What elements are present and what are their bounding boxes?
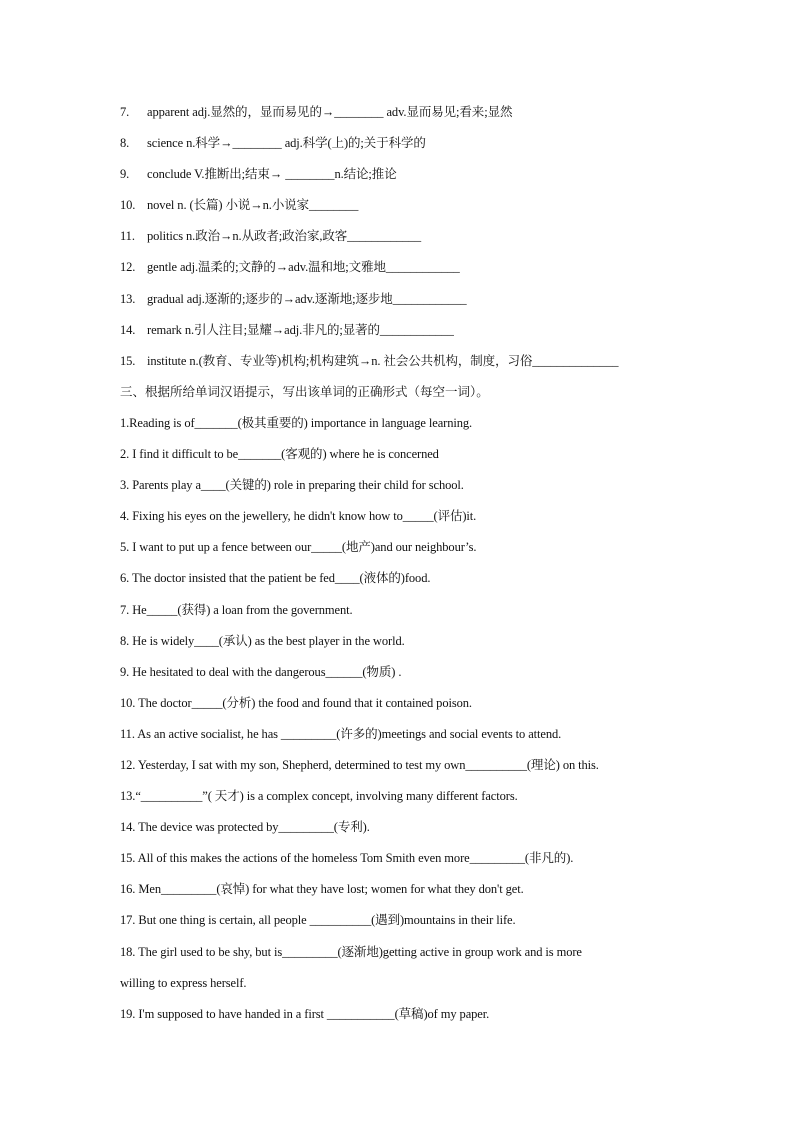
item-number: 15. [120, 353, 136, 368]
item-number: 9. [120, 167, 130, 182]
vocab-item [120, 350, 680, 381]
item-number: 10. [120, 198, 136, 213]
sentence-continuation: willing to express herself. [120, 975, 247, 990]
worksheet-content [120, 101, 680, 1034]
item-number: 8. [120, 136, 130, 151]
sentence-line: 6. The doctor insisted that the patient be fed____(液体的)food. [120, 571, 431, 586]
vocab-item [120, 163, 680, 194]
sentence-line: 19. I'm supposed to have handed in a first ___________(草稿)of my paper. [120, 1006, 490, 1021]
item-number: 11. [120, 229, 135, 244]
sentence-line: 8. He is widely____(承认) as the best player in the world. [120, 633, 405, 648]
sentence-line: 18. The girl used to be shy, but is_________(逐渐地)getting active in group work and is more [120, 944, 582, 959]
vocab-item [120, 101, 680, 132]
item-text: conclude V.推断出;结束→ ________n.结论;推论 [147, 167, 397, 182]
item-text: apparent adj.显然的，显而易见的→________ adv.显而易见;看来;显然 [147, 105, 513, 119]
sentence-line: 4. Fixing his eyes on the jewellery, he didn't know how to_____(评估)it. [120, 509, 477, 524]
vocab-item [120, 288, 680, 319]
vocab-item [120, 319, 680, 350]
item-text: science n.科学→________ adj.科学(上)的;关于科学的 [147, 136, 426, 151]
item-text: institute n.(教育、专业等)机构;机构建筑→n. 社会公共机构，制度，习俗______________ [147, 353, 619, 368]
sentence-line: 14. The device was protected by_________(专利). [120, 820, 370, 835]
vocab-item [120, 132, 680, 163]
sentence-line: 3. Parents play a____(关键的) role in preparing their child for school. [120, 478, 464, 493]
sentence-line: 13.“__________”( 天才) is a complex concept, involving many different factors. [120, 789, 518, 804]
sentence-line: 1.Reading is of_______(极其重要的) importance in language learning. [120, 415, 473, 430]
sentence-line: 11. As an active socialist, he has _________(许多的)meetings and social events to attend. [120, 726, 562, 741]
sentence-line: 7. He_____(获得) a loan from the government. [120, 602, 353, 617]
sentence-line: 15. All of this makes the actions of the homeless Tom Smith even more_________(非凡的). [120, 851, 574, 866]
sentence-line: 12. Yesterday, I sat with my son, Shepherd, determined to test my own__________(理论) on this. [120, 757, 599, 772]
item-text: remark n.引人注目;显耀→adj.非凡的;显著的____________ [147, 322, 454, 337]
item-number: 13. [120, 291, 136, 306]
item-number: 7. [120, 105, 130, 119]
sentence-line: 17. But one thing is certain, all people __________(遇到)mountains in their life. [120, 913, 516, 928]
sentence-line: 16. Men_________(哀悼) for what they have lost; women for what they don't get. [120, 882, 524, 897]
vocab-item [120, 256, 680, 287]
sentence-line: 9. He hesitated to deal with the dangerous______(物质) . [120, 664, 402, 679]
sentence-line: 5. I want to put up a fence between our_____(地产)and our neighbour’s. [120, 540, 477, 555]
item-text: novel n. (长篇) 小说→n.小说家________ [147, 198, 359, 213]
item-text: politics n.政治→n.从政者;政治家,政客____________ [147, 229, 421, 244]
section-heading: 三、根据所给单词汉语提示，写出该单词的正确形式（每空一词）。 [120, 383, 489, 399]
sentence-line: 2. I find it difficult to be_______(客观的) where he is concerned [120, 447, 439, 462]
item-text: gentle adj.温柔的;文静的→adv.温和地;文雅地____________ [147, 260, 460, 275]
vocab-item [120, 194, 680, 225]
item-text: gradual adj.逐渐的;逐步的→adv.逐渐地;逐步地____________ [147, 291, 467, 306]
vocab-item [120, 225, 680, 256]
item-number: 12. [120, 260, 136, 275]
sentence-line: 10. The doctor_____(分析) the food and found that it contained poison. [120, 695, 472, 710]
item-number: 14. [120, 322, 136, 337]
